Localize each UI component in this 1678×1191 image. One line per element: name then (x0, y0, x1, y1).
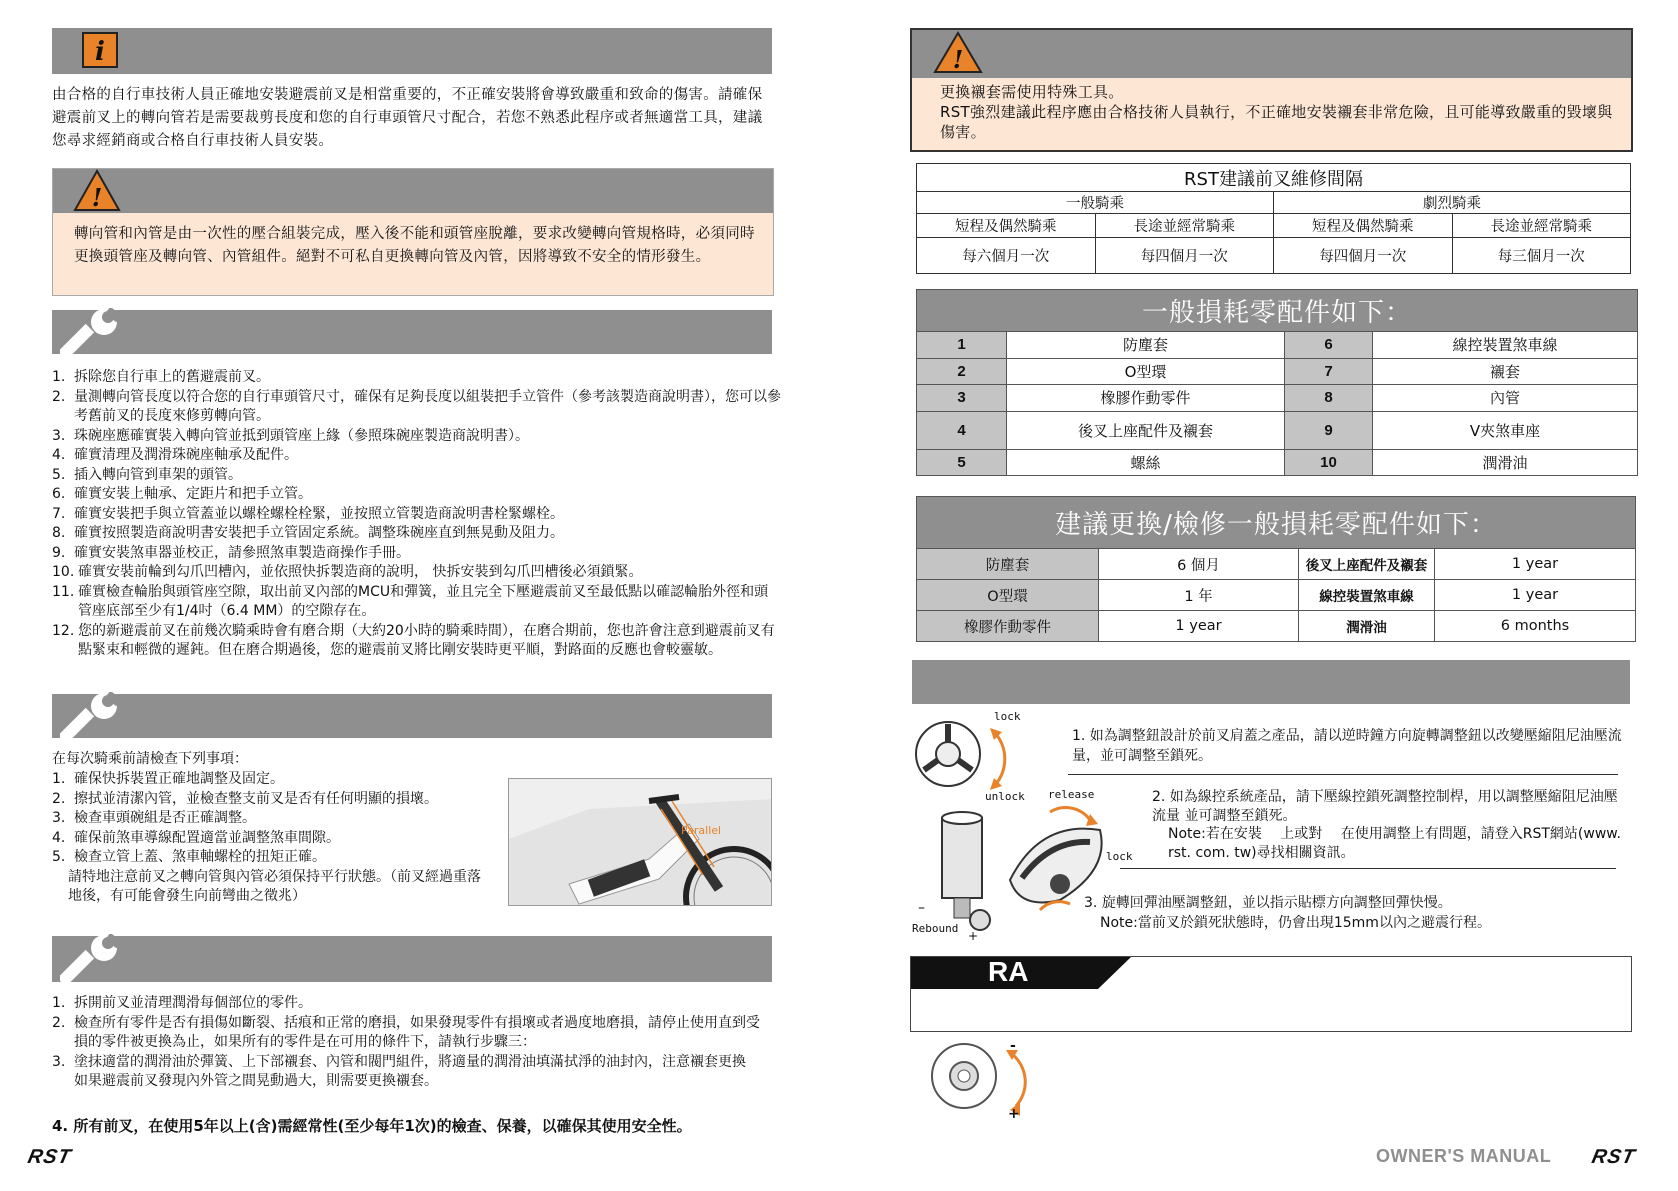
divider (1068, 774, 1618, 775)
list-item: 4. 確保前煞車導線配置適當並調整煞車間隙。 (52, 829, 340, 846)
release-label: release (1048, 788, 1095, 801)
column-header: 短程及偶然騎乘 (1274, 214, 1453, 238)
list-item: 12. 您的新避震前叉在前幾次騎乘時會有磨合期（大約20小時的騎乘時間），在磨合期前，您也許會注意到避震前叉有點緊束和輕微的遲鈍。但在磨合期過後，您的避震前叉將比剛安裝時更平順，對路面的反應也會較靈敏。 (52, 622, 775, 658)
table-row: 5 螺絲 10 潤滑油 (917, 449, 1638, 476)
adjust-step-1: 1. 如為調整鈕設計於前叉肩蓋之產品，請以逆時鐘方向旋轉調整鈕以改變壓縮阻尼油壓流量，並可調整至鎖死。 (1072, 728, 1622, 764)
divider (1120, 868, 1616, 869)
wrench-icon (60, 934, 122, 986)
svg-text:i: i (95, 37, 105, 66)
list-item: 1. 拆開前叉並清理潤滑每個部位的零件。 (52, 995, 312, 1011)
list-item: 7. 確實安裝把手與立管蓋並以螺栓螺栓栓緊，並按照立管製造商說明書栓緊螺栓。 (52, 505, 564, 522)
lock-label-2: lock (1106, 850, 1133, 863)
table-title: 一般損耗零配件如下： (917, 290, 1638, 332)
svg-text:!: ! (91, 183, 103, 212)
table-title: RST建議前叉維修間隔 (917, 164, 1631, 192)
rebound-minus: – (918, 900, 925, 916)
list-item: 3. 塗抹適當的潤滑油於彈簧、上下部襯套、內管和閥門組件，將適量的潤滑油填滿拭淨的油封內，注意襯套更換 (52, 1053, 746, 1070)
table-row: 3 橡膠作動零件 8 內管 (917, 385, 1638, 412)
list-item: 2. 檢查所有零件是否有損傷如斷裂、括痕和正常的磨損，如果發現零件有損壞或者過度地磨損，請停止使用直到受損的零件被更換為止，如果所有的零件是在可用的條件下，請執行步驟三： (52, 1014, 760, 1050)
table-row: 4 後叉上座配件及襯套 9 V夾煞車座 (917, 411, 1638, 449)
list-item: 2. 量測轉向管長度以符合您的自行車頭管尺寸，確保有足夠長度以組裝把手立管件（參考該製造商說明書），您可以參考舊前叉的長度來修剪轉向管。 (52, 388, 781, 424)
list-item: 6. 確實安裝上軸承、定距片和把手立管。 (52, 486, 312, 502)
column-header: 短程及偶然騎乘 (917, 214, 1096, 238)
warning-text-2: RST強烈建議此程序應由合格技術人員執行，不正確地安裝襯套非常危險，且可能導致嚴重的毀壞與傷害。 (940, 103, 1613, 141)
info-icon (82, 32, 118, 68)
info-text: 由合格的自行車技術人員正確地安裝避震前叉是相當重要的，不正確安裝將會導致嚴重和致命的傷害。請確保避震前叉上的轉向管若是需要裁剪長度和您的自行車頭管尺寸配合，若您不熟悉此程序或者無適當工具，建議您尋求經銷商或合格自行車技術人員安裝。 (52, 87, 763, 149)
ra-knob-illustration (920, 1040, 1050, 1130)
check-steps (52, 770, 492, 907)
list-item: 請特地注意前叉之轉向管與內管必須保持平行狀態。（前叉經過重落地後，有可能會發生向前彎曲之徵兆） (68, 868, 481, 904)
unlock-label: unlock (985, 790, 1025, 803)
ra-title: RA (988, 956, 1029, 987)
warning-text-1: 更換襯套需使用特殊工具。 (940, 83, 1124, 101)
wear-parts-table (916, 289, 1638, 476)
maint-final-note: 4. 所有前叉，在使用5年以上(含)需經常性(至少每年1次)的檢查、保養，以確保其使用安全性。 (52, 1117, 692, 1135)
parallel-label: Parallel (681, 824, 722, 837)
wrench-icon (60, 308, 122, 360)
list-item: 4. 確實清理及潤滑珠碗座軸承及配件。 (52, 447, 298, 463)
table-row: 防塵套 6 個月 後叉上座配件及襯套 1 year (917, 549, 1636, 580)
rst-logo: RST (1589, 1146, 1638, 1168)
ra-plus: + (1008, 1106, 1020, 1122)
table-row: 橡膠作動零件 1 year 潤滑油 6 months (917, 611, 1636, 642)
list-item: 1. 確保快拆裝置正確地調整及固定。 (52, 771, 284, 787)
list-item: 5. 檢查立管上蓋、煞車軸螺栓的扭矩正確。 (52, 849, 326, 865)
warning-icon (72, 168, 122, 216)
svg-text:!: ! (952, 45, 964, 74)
adjust-step-3-note: Note:當前叉於鎖死狀態時，仍會出現15mm以內之避震行程。 (1100, 915, 1491, 931)
column-header: 長途並經常騎乘 (1095, 214, 1274, 238)
table-row: O型環 1 年 線控裝置煞車線 1 year (917, 580, 1636, 611)
list-item: 1. 拆除您自行車上的舊避震前叉。 (52, 369, 270, 385)
adjust-step-2: 2. 如為線控系統產品，請下壓線控鎖死調整控制桿，用以調整壓縮阻尼油壓流量 並可調整至鎖死。 (1152, 789, 1618, 824)
list-item: 如果避震前叉發現內外管之間晃動過大，則需要更換襯套。 (74, 1073, 438, 1089)
check-intro: 在每次騎乘前請檢查下列事項： (52, 751, 248, 767)
list-item: 10. 確實安裝前輪到勾爪凹槽內，並依照快拆製造商的說明， 快拆安裝到勾爪凹槽後必須鎖緊。 (52, 564, 643, 580)
list-item: 9. 確實安裝煞車器並校正，請參照煞車製造商操作手冊。 (52, 544, 410, 561)
list-item: 8. 確實按照製造商說明書安裝把手立管固定系統。調整珠碗座直到無晃動及阻力。 (52, 525, 564, 541)
replacement-interval-table (916, 496, 1636, 642)
maint-steps (52, 994, 764, 1092)
adjust-header-bar (912, 660, 1630, 704)
list-item: 2. 擦拭並清潔內管，並檢查整支前叉是否有任何明顯的損壞。 (52, 790, 438, 807)
list-item: 3. 珠碗座應確實裝入轉向管並抵到頭管座上緣（參照珠碗座製造商說明書）。 (52, 427, 529, 444)
table-cell: 每四個月一次 (1095, 238, 1274, 274)
install-steps (52, 368, 782, 661)
adjust-step-3: 3. 旋轉回彈油壓調整鈕，並以指示貼標方向調整回彈快慢。 (1084, 895, 1452, 911)
list-item: 3. 檢查車頭碗組是否正確調整。 (52, 810, 256, 826)
table-cell: 每三個月一次 (1452, 238, 1631, 274)
table-title: 建議更換/檢修一般損耗零配件如下： (917, 497, 1636, 549)
table-row: 1 防塵套 6 線控裝置煞車線 (917, 332, 1638, 359)
rebound-plus: + (968, 929, 979, 940)
group-header: 劇烈騎乘 (1274, 192, 1631, 214)
ra-minus: - (1010, 1038, 1016, 1054)
lock-label: lock (994, 710, 1021, 723)
table-cell: 每六個月一次 (917, 238, 1096, 274)
list-item: 11. 確實檢查輪胎與頭管座空隙，取出前叉內部的MCU和彈簧，並且完全下壓避震前叉至最低點以確認輪胎外徑和頭管座底部至少有1/4吋（6.4 MM）的空隙存在。 (52, 583, 769, 619)
warning-text: 轉向管和內管是由一次性的壓合組裝完成，壓入後不能和頭管座脫離，要求改變轉向管規格時，必須同時更換頭管座及轉向管、內管組件。絕對不可私自更換轉向管及內管，因將導致不安全的情形發生。 (74, 226, 755, 265)
install-header-bar (52, 310, 772, 354)
info-header-bar (52, 28, 772, 74)
group-header: 一般騎乘 (917, 192, 1274, 214)
bike-photo (508, 778, 772, 906)
rst-logo: RST (25, 1146, 74, 1168)
column-header: 長途並經常騎乘 (1452, 214, 1631, 238)
maintenance-interval-table (916, 163, 1631, 274)
warning-icon (932, 30, 984, 78)
maint-header-bar (52, 936, 772, 982)
rebound-label: Rebound (912, 922, 959, 935)
table-cell: 每四個月一次 (1274, 238, 1453, 274)
remote-lever-illustration (910, 800, 1120, 940)
check-header-bar (52, 694, 772, 738)
list-item: 5. 插入轉向管到車架的頭管。 (52, 466, 242, 483)
adjust-step-2-note: Note:若在安裝 上或對 在使用調整上有問題，請登入RST網站(www. rst. com. tw)尋找相關資訊。 (1168, 826, 1621, 861)
wrench-icon (60, 692, 122, 744)
footer-text: OWNER'S MANUAL (1376, 1146, 1552, 1166)
table-row: 2 O型環 7 襯套 (917, 358, 1638, 385)
